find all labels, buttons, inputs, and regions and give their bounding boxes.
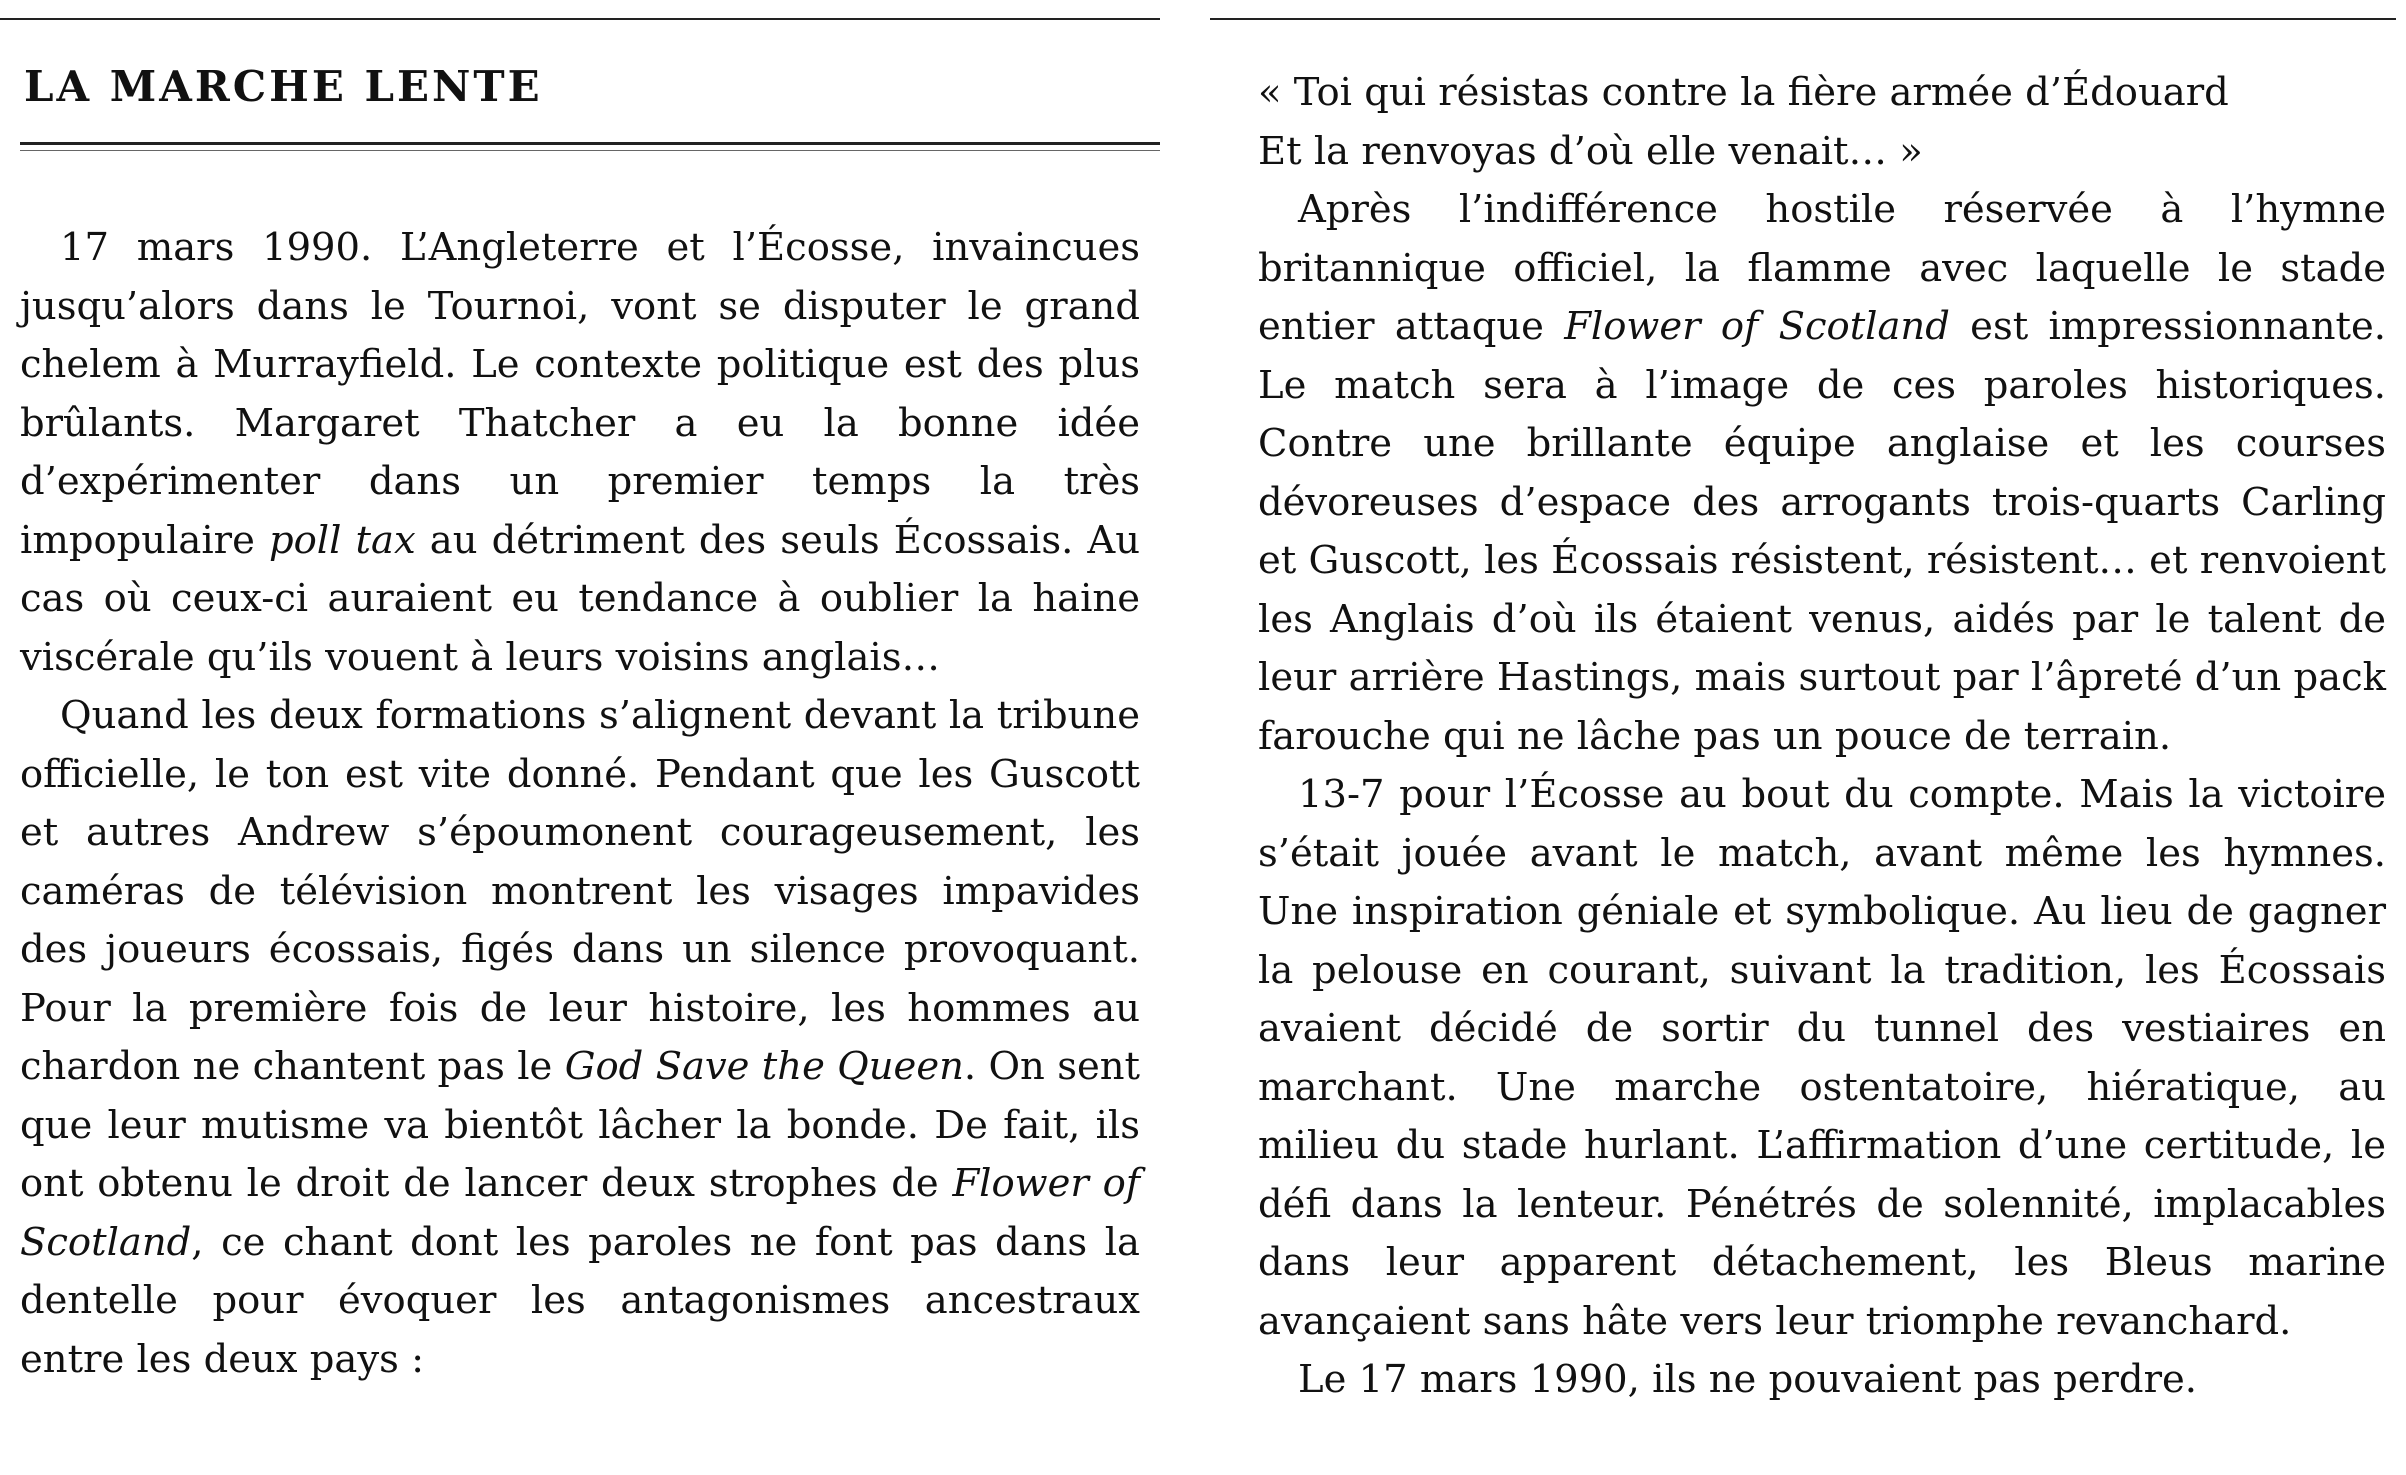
italic-text: Flower of Scotland [20, 1161, 1141, 1265]
paragraph [1258, 766, 2386, 1351]
title-rule-thin [20, 150, 1160, 151]
top-rule [0, 18, 1160, 20]
text-run: Quand les deux formations s’alignent devant la tribune officielle, le ton est vite donné. Pendant que les Guscott et autres Andrew s’époumonent courageusement, les caméras de télévision montrent les visages impavides des joueurs écossais, figés dans un silence provoquant. Pour la première fois de leur histoire, les hommes au chardon ne chantent pas le [20, 693, 1140, 1089]
italic-text: God Save the Queen [564, 1044, 964, 1089]
quote-line: « Toi qui résistas contre la fière armée d’Édouard [1258, 70, 2229, 115]
chapter-title: LA MARCHE LENTE [24, 62, 543, 111]
text-run: 13-7 pour l’Écosse au bout du compte. Mais la victoire s’était jouée avant le match, avant même les hymnes. Une inspiration géniale et symbolique. Au lieu de gagner la pelouse en courant, suivant la tradition, les Écossais avaient décidé de sortir du tunnel des vestiaires en marchant. Une marche ostentatoire, hiératique, au milieu du stade hurlant. L’affirmation d’une certitude, le défi dans la lenteur. Pénétrés de solennité, implacables dans leur apparent détachement, les Bleus marine avançaient sans hâte vers leur triomphe revanchard. [1258, 772, 2386, 1344]
paragraph [1258, 1351, 2386, 1410]
text-run: 17 mars 1990. L’Angleterre et l’Écosse, invaincues jusqu’alors dans le Tournoi, vont se disputer le grand chelem à Murrayfield. Le contexte politique est des plus brûlants. Margaret Thatcher a eu la bonne idée d’expérimenter dans un premier temps la très impopulaire [20, 225, 1140, 563]
left-body-text [20, 219, 1140, 1389]
text-run: Le 17 mars 1990, ils ne pouvaient pas perdre. [1298, 1357, 2197, 1402]
title-rule [20, 142, 1160, 145]
text-run: est impressionnante. Le match sera à l’image de ces paroles historiques. Contre une brillante équipe anglaise et les courses dévoreuses d’espace des arrogants trois-quarts Carling et Guscott, les Écossais résistent, résistent… et renvoient les Anglais d’où ils étaient venus, aidés par le talent de leur arrière Hastings, mais surtout par l’âpreté d’un pack farouche qui ne lâche pas un pouce de terrain. [1258, 304, 2386, 759]
text-run: Après l’indifférence hostile réservée à l’hymne britannique officiel, la flamme avec laquelle le stade entier attaque [1258, 187, 2386, 349]
left-column [20, 0, 1140, 1475]
paragraph [20, 219, 1140, 687]
text-run: au détriment des seuls Écossais. Au cas où ceux-ci auraient eu tendance à oublier la haine viscérale qu’ils vouent à leurs voisins anglais… [20, 517, 1141, 680]
italic-text: Flower of Scotland [1564, 304, 1950, 349]
quote-line: Et la renvoyas d’où elle venait… » [1258, 128, 1923, 174]
right-body-text [1258, 64, 2386, 1410]
italic-text: poll tax [268, 517, 416, 563]
text-run: . On sent que leur mutisme va bientôt lâcher la bonde. De fait, ils ont obtenu le droit de lancer deux strophes de [20, 1044, 1140, 1206]
top-rule [1210, 18, 2396, 20]
right-column [1258, 0, 2386, 1475]
paragraph [1258, 181, 2386, 766]
text-run: , ce chant dont les paroles ne font pas dans la dentelle pour évoquer les antagonismes ancestraux entre les deux pays : [20, 1219, 1140, 1382]
paragraph [20, 687, 1140, 1389]
